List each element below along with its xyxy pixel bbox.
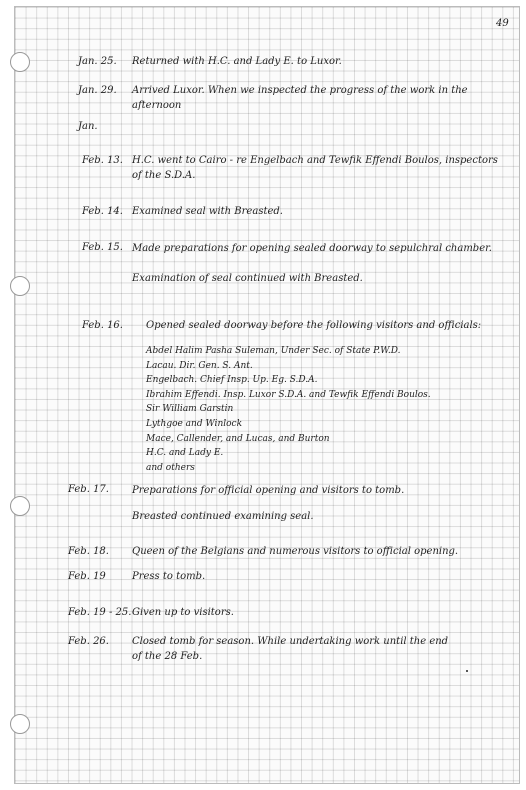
visitor-name: Mace, Callender, and Lucas, and Burton	[146, 433, 330, 444]
entry-date: Jan. 25.	[78, 56, 117, 67]
entry-line: Preparations for official opening and visitors to tomb.	[132, 485, 405, 496]
entry-line: Closed tomb for season. While undertaking work until the end	[132, 636, 449, 647]
entry-date: Feb. 19 - 25.	[68, 607, 132, 618]
entry-date: Feb. 16.	[82, 320, 123, 331]
entry-line: Examination of seal continued with Breasted.	[132, 273, 363, 284]
entry-date: Feb. 19	[68, 571, 106, 582]
entry-line: Examined seal with Breasted.	[132, 206, 283, 217]
visitor-name: Lacau. Dir. Gen. S. Ant.	[146, 360, 253, 371]
entry-date: Feb. 14.	[82, 206, 123, 217]
page-number: 49	[496, 18, 509, 29]
visitor-name: Abdel Halim Pasha Suleman, Under Sec. of State P.W.D.	[146, 346, 401, 356]
binder-hole	[10, 52, 30, 72]
binder-hole	[10, 714, 30, 734]
visitor-name: Ibrahim Effendi. Insp. Luxor S.D.A. and Tewfik Effendi Boulos.	[146, 389, 431, 400]
entry-date: Feb. 15.	[82, 242, 123, 253]
visitor-list	[146, 344, 431, 475]
entry-line: Press to tomb.	[132, 571, 206, 582]
entry-line: Made preparations for opening sealed doorway to sepulchral chamber.	[132, 243, 492, 254]
entry-date: Jan. 29.	[78, 85, 117, 96]
entry-line: afternoon	[132, 99, 182, 111]
entry-date: Feb. 17.	[68, 484, 109, 495]
visitor-name: Engelbach. Chief Insp. Up. Eg. S.D.A.	[146, 375, 318, 386]
entry-date: Feb. 18.	[68, 546, 109, 557]
entry-line: Breasted continued examining seal.	[132, 511, 314, 522]
entry-date: Feb. 26.	[68, 636, 109, 647]
entry-line: Returned with H.C. and Lady E. to Luxor.	[132, 56, 342, 67]
visitor-name: H.C. and Lady E.	[146, 448, 224, 459]
entry-line: of the 28 Feb.	[132, 650, 203, 662]
ink-dot	[466, 670, 468, 672]
entry-date: Feb. 13.	[82, 155, 123, 166]
entry-line: Opened sealed doorway before the following visitors and officials:	[146, 320, 482, 331]
visitor-name: Sir William Garstin	[146, 404, 234, 415]
binder-hole	[10, 276, 30, 296]
visitor-name: Lythgoe and Winlock	[146, 418, 243, 429]
entry-line: Given up to visitors.	[132, 607, 234, 618]
binder-hole	[10, 496, 30, 516]
entry-line: of the S.D.A.	[132, 169, 196, 181]
entry-date: Jan.	[78, 121, 98, 132]
entry-line: Queen of the Belgians and numerous visitors to official opening.	[132, 546, 459, 557]
visitor-name: and others	[146, 462, 195, 473]
entry-line: Arrived Luxor. When we inspected the progress of the work in the	[132, 85, 468, 96]
entry-line: H.C. went to Cairo - re Engelbach and Tewfik Effendi Boulos, inspectors	[132, 155, 498, 166]
